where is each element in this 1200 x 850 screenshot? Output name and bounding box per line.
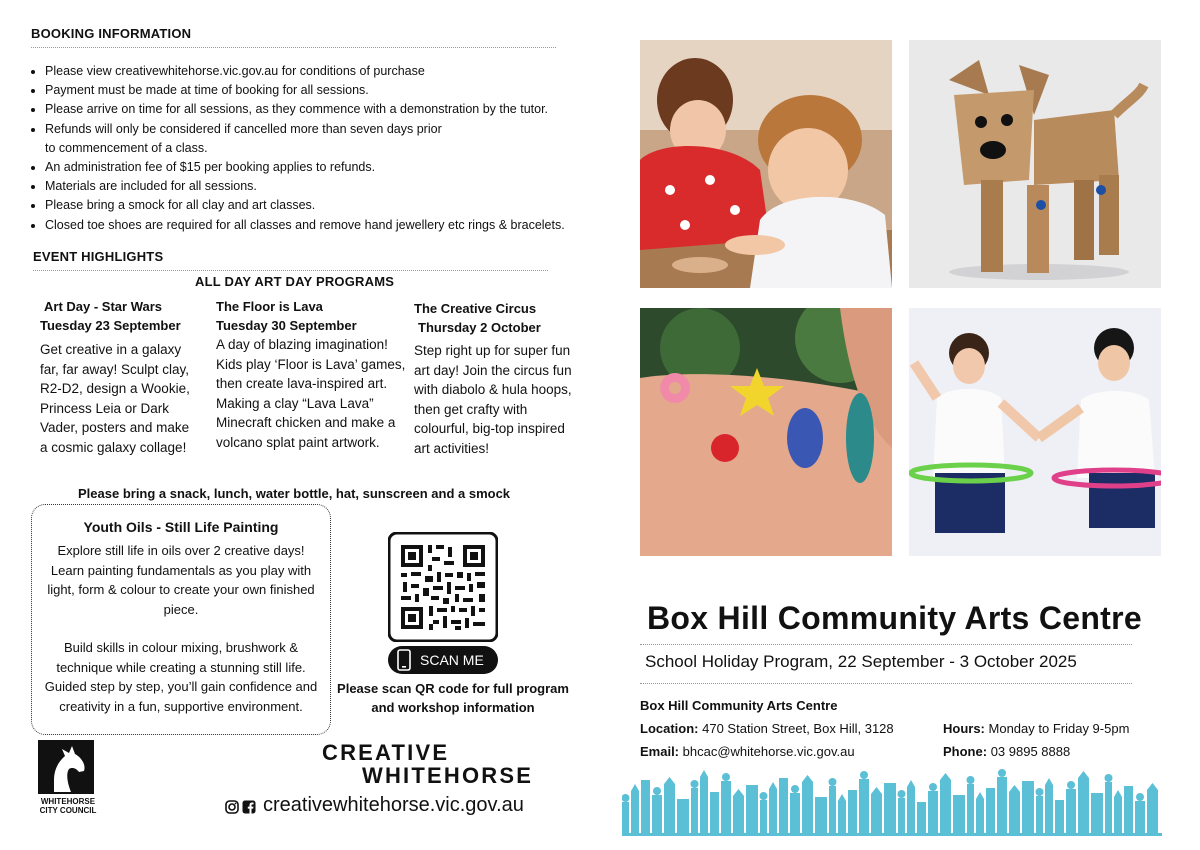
- program-date: Tuesday 23 September: [40, 318, 181, 333]
- events-heading: EVENT HIGHLIGHTS: [33, 249, 164, 264]
- centre-name: Box Hill Community Arts Centre: [640, 698, 838, 713]
- skyline-illustration: [622, 768, 1162, 838]
- list-item: • Please bring a smock for all clay and art classes.: [45, 196, 635, 215]
- booking-divider: [31, 47, 556, 48]
- program-date: Tuesday 30 September: [216, 318, 357, 333]
- program-body: Get creative in a galaxy far, far away! Sculpt clay, R2-D2, design a Wookie, Princess Leia or Dark Vader, posters and make a cosmic galaxy collage!: [40, 342, 190, 455]
- facebook-icon[interactable]: [242, 800, 256, 814]
- list-item: • Refunds will only be considered if cancelled more than seven days prior to commencement of a class.: [45, 120, 635, 158]
- location-row: Location: 470 Station Street, Box Hill, 3128: [640, 721, 894, 736]
- program-title: Art Day - Star Wars: [44, 299, 162, 314]
- brand-line2: WHITEHORSE: [362, 763, 534, 788]
- program-body: Step right up for super fun art day! Join the circus fun with diabolo & hula hoops, then get crafty with colourful, big-top inspired art activities!: [414, 343, 572, 456]
- phone-icon: [396, 649, 412, 671]
- program-creative-circus: [414, 299, 586, 458]
- centre-details-left: [640, 694, 894, 763]
- council-name: WHITEHORSE CITY COUNCIL: [39, 797, 97, 815]
- brand-line1: CREATIVE: [322, 740, 450, 765]
- booking-list: [30, 62, 635, 235]
- scan-me-button[interactable]: [388, 646, 498, 674]
- photo-cardboard-dog: [909, 40, 1161, 288]
- phone-row: Phone: 03 9895 8888: [943, 744, 1071, 759]
- title-divider-bottom: [640, 683, 1132, 684]
- program-title: The Floor is Lava: [216, 299, 323, 314]
- list-item: • Please arrive on time for all sessions, as they commence with a demonstration by the tutor.: [45, 100, 635, 119]
- events-subheading: ALL DAY ART DAY PROGRAMS: [195, 274, 395, 289]
- youth-oils-title: Youth Oils - Still Life Painting: [83, 519, 279, 535]
- centre-title: Box Hill Community Arts Centre: [647, 600, 1142, 636]
- qr-code[interactable]: [388, 532, 498, 642]
- youth-oils-para1: Explore still life in oils over 2 creative days! Learn painting fundamentals as you play with light, form & colour to create your own finished piece.: [47, 543, 315, 617]
- program-title: The Creative Circus: [414, 301, 537, 316]
- list-item: • Please view creativewhitehorse.vic.gov.au for conditions of purchase: [45, 62, 635, 81]
- email-row: Email: bhcac@whitehorse.vic.gov.au: [640, 744, 855, 759]
- centre-details-right: [943, 717, 1129, 763]
- list-item: • An administration fee of $15 per booking applies to refunds.: [45, 158, 635, 177]
- list-item: • Closed toe shoes are required for all classes and remove hand jewellery etc rings & bracelets.: [45, 216, 635, 235]
- website-link[interactable]: creativewhitehorse.vic.gov.au: [263, 794, 524, 816]
- bring-note: Please bring a snack, lunch, water bottle, hat, sunscreen and a smock: [78, 486, 511, 501]
- program-floor-is-lava: [216, 297, 408, 452]
- youth-oils-para2: Build skills in colour mixing, brushwork & technique while creating a stunning still life. Guided step by step, you’ll gain confidence and creativity in a fun, supportive environment.: [44, 640, 318, 714]
- booking-heading: BOOKING INFORMATION: [31, 26, 192, 41]
- list-item: • Payment must be made at time of booking for all sessions.: [45, 81, 635, 100]
- whitehorse-horse-logo: [38, 740, 94, 794]
- program-body: A day of blazing imagination! Kids play ‘Floor is Lava’ games, then create lava-inspired art. Making a clay “Lava Lava” Minecraft chicken and make a volcano splat paint artwork.: [216, 337, 406, 450]
- photo-hula-hoop-kids: [909, 308, 1161, 556]
- program-date: Thursday 2 October: [418, 320, 541, 335]
- scan-me-label: SCAN ME: [420, 652, 484, 668]
- events-divider: [33, 270, 548, 271]
- youth-oils-box: [31, 504, 331, 735]
- instagram-icon[interactable]: [225, 800, 239, 814]
- list-item: • Materials are included for all sessions.: [45, 177, 635, 196]
- hours-row: Hours: Monday to Friday 9-5pm: [943, 721, 1130, 736]
- photo-clay-creatures: [640, 308, 892, 556]
- photo-children-clay: [640, 40, 892, 288]
- program-star-wars: [40, 297, 200, 457]
- program-subtitle: School Holiday Program, 22 September - 3 October 2025: [645, 652, 1077, 671]
- qr-caption: Please scan QR code for full program and workshop information: [337, 681, 569, 715]
- title-divider-top: [640, 644, 1132, 645]
